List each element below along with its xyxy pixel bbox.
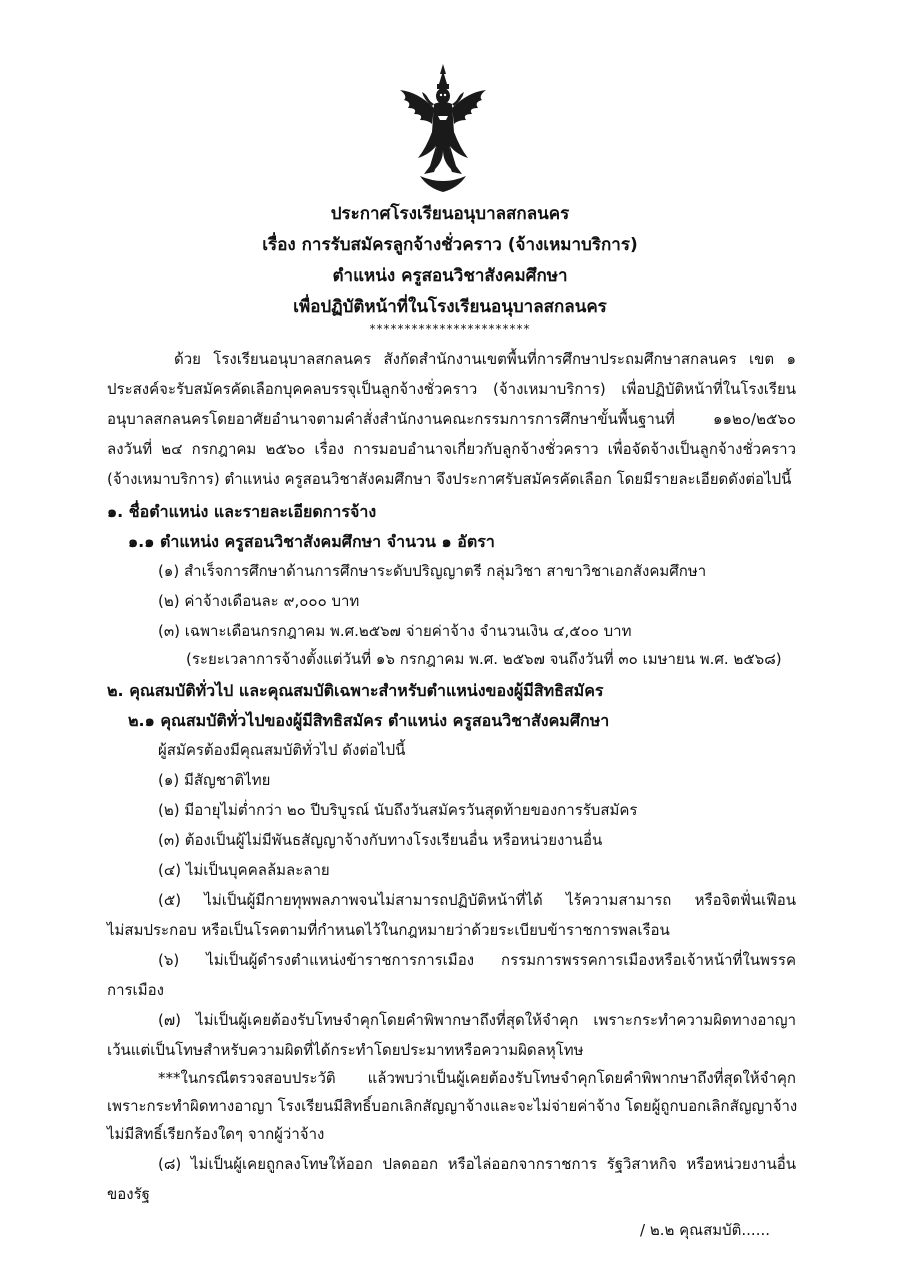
qualification-6-line-1: (๖) ไม่เป็นผู้ดำรงตำแหน่งข้าราชการการเมือง กรรมการพรรคการเมืองหรือเจ้าหน้าที่ในพรรค <box>158 951 796 969</box>
note-line-3: ไม่มีสิทธิ์เรียกร้องใดๆ จากผู้ว่าจ้าง <box>107 1125 325 1143</box>
qualification-1: (๑) มีสัญชาติไทย <box>158 771 271 789</box>
intro-line-4: ลงวันที่ ๒๔ กรกฎาคม ๒๕๖๐ เรื่อง การมอบอำนาจเกี่ยวกับลูกจ้างชั่วคราว เพื่อจัดจ้างเป็นลูกจ้างชั่วคราว <box>107 440 796 458</box>
qualification-3: (๓) ต้องเป็นผู้ไม่มีพันธสัญญาจ้างกับทางโรงเรียนอื่น หรือหน่วยงานอื่น <box>158 831 603 849</box>
section-2-lead: ผู้สมัครต้องมีคุณสมบัติทั่วไป ดังต่อไปนี้ <box>158 741 406 759</box>
section-1-item-3: (๓) เฉพาะเดือนกรกฎาคม พ.ศ.๒๕๖๗ จ่ายค่าจ้าง จำนวนเงิน ๔,๕๐๐ บาท <box>158 622 632 640</box>
section-2-heading: ๒. คุณสมบัติทั่วไป และคุณสมบัติเฉพาะสำหรับตำแหน่งของผู้มีสิทธิสมัคร <box>107 681 604 700</box>
section-1-item-1: (๑) สำเร็จการศึกษาด้านการศึกษาระดับปริญญาตรี กลุ่มวิชา สาขาวิชาเอกสังคมศึกษา <box>158 562 707 580</box>
qualification-5-line-2: ไม่สมประกอบ หรือเป็นโรคตามที่กำหนดไว้ในกฎหมายว่าด้วยระเบียบข้าราชการพลเรือน <box>107 921 670 939</box>
qualification-7-line-2: เว้นแต่เป็นโทษสำหรับความผิดที่ได้กระทำโดยประมาทหรือความผิดลหุโทษ <box>107 1041 584 1059</box>
qualification-8-line-1: (๘) ไม่เป็นผู้เคยถูกลงโทษให้ออก ปลดออก หรือไล่ออกจากราชการ รัฐวิสาหกิจ หรือหน่วยงานอื่น <box>158 1155 796 1173</box>
note-line-2: เพราะกระทำผิดทางอาญา โรงเรียนมีสิทธิ์บอกเลิกสัญญาจ้างและจะไม่จ่ายค่าจ้าง โดยผู้ถูกบอกเลิกสัญญาจ้าง <box>107 1097 798 1115</box>
header-line-4: เพื่อปฏิบัติหน้าที่ในโรงเรียนอนุบาลสกลนคร <box>293 297 607 317</box>
note-line-1: ***ในกรณีตรวจสอบประวัติ แล้วพบว่าเป็นผู้เคยต้องรับโทษจำคุกโดยคำพิพากษาถึงที่สุดให้จำคุก <box>158 1069 796 1087</box>
qualification-7-line-1: (๗) ไม่เป็นผู้เคยต้องรับโทษจำคุกโดยคำพิพากษาถึงที่สุดให้จำคุก เพราะกระทำความผิดทางอาญา <box>158 1011 796 1029</box>
header-line-3: ตำแหน่ง ครูสอนวิชาสังคมศึกษา <box>332 266 568 286</box>
section-2-1-heading: ๒.๑ คุณสมบัติทั่วไปของผู้มีสิทธิสมัคร ตำแหน่ง ครูสอนวิชาสังคมศึกษา <box>128 711 610 730</box>
qualification-4: (๔) ไม่เป็นบุคคลล้มละลาย <box>158 861 330 879</box>
section-1-item-2: (๒) ค่าจ้างเดือนละ ๙,๐๐๐ บาท <box>158 592 360 610</box>
section-1-1-heading: ๑.๑ ตำแหน่ง ครูสอนวิชาสังคมศึกษา จำนวน ๑ อัตรา <box>128 532 495 551</box>
intro-line-5: (จ้างเหมาบริการ) ตำแหน่ง ครูสอนวิชาสังคมศึกษา จึงประกาศรับสมัครคัดเลือก โดยมีรายละเอียดดังต่อไปนี้ <box>107 470 792 488</box>
page-continuation: / ๒.๒ คุณสมบัติ...... <box>640 1221 770 1239</box>
header-line-1: ประกาศโรงเรียนอนุบาลสกลนคร <box>330 204 570 224</box>
qualification-5-line-1: (๕) ไม่เป็นผู้มีกายทุพพลภาพจนไม่สามารถปฏิบัติหน้าที่ได้ ไร้ความสามารถ หรือจิตฟั่นเฟือน <box>158 891 796 909</box>
header-stars: *********************** <box>369 322 531 336</box>
qualification-8-line-2: ของรัฐ <box>107 1185 150 1203</box>
qualification-6-line-2: การเมือง <box>107 981 164 999</box>
section-1-item-3-period: (ระยะเวลาการจ้างตั้งแต่วันที่ ๑๖ กรกฎาคม พ.ศ. ๒๕๖๗ จนถึงวันที่ ๓๐ เมษายน พ.ศ. ๒๕๖๘) <box>186 650 782 668</box>
section-1-heading: ๑. ชื่อตำแหน่ง และรายละเอียดการจ้าง <box>107 502 377 521</box>
intro-line-2: ประสงค์จะรับสมัครคัดเลือกบุคคลบรรจุเป็นลูกจ้างชั่วคราว (จ้างเหมาบริการ) เพื่อปฏิบัติหน้าที่ในโรงเรียน <box>107 380 796 398</box>
garuda-emblem-icon <box>388 62 498 194</box>
header-line-2: เรื่อง การรับสมัครลูกจ้างชั่วคราว (จ้างเหมาบริการ) <box>262 235 638 255</box>
qualification-2: (๒) มีอายุไม่ต่ำกว่า ๒๐ ปีบริบูรณ์ นับถึงวันสมัครวันสุดท้ายของการรับสมัคร <box>158 801 638 819</box>
intro-line-1: ด้วย โรงเรียนอนุบาลสกลนคร สังกัดสำนักงานเขตพื้นที่การศึกษาประถมศึกษาสกลนคร เขต ๑ <box>174 350 796 368</box>
intro-line-3: อนุบาลสกลนครโดยอาศัยอำนาจตามคำสั่งสำนักงานคณะกรรมการการศึกษาขั้นพื้นฐานที่ ๑๑๒๐/๒๕๖๐ <box>107 410 796 428</box>
